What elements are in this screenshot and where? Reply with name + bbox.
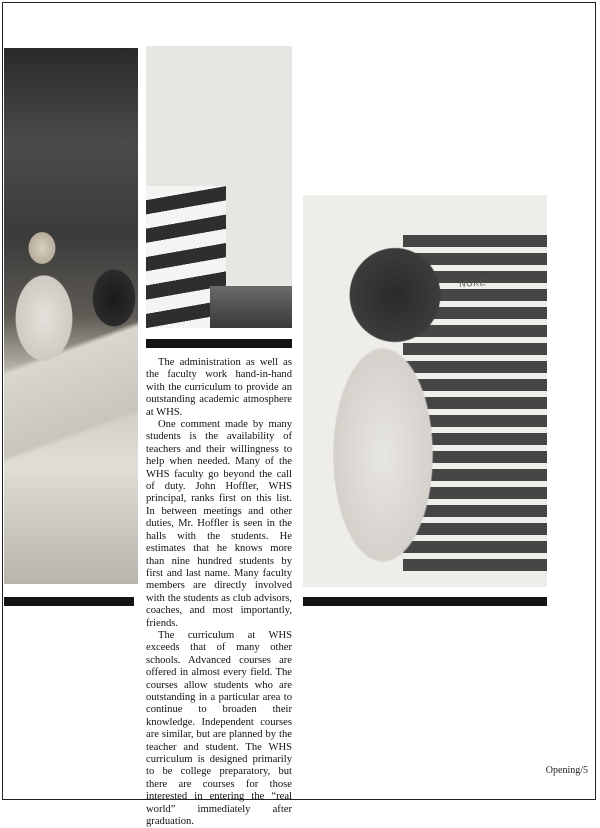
teacher-at-board-photo <box>303 195 547 587</box>
divider-bar-left <box>4 597 134 606</box>
article-paragraph-1: The administration as well as the faculty work hand-in-hand with the curriculum to provide an outstanding academic atmosphere at WHS. <box>146 357 292 418</box>
article-body <box>146 357 292 828</box>
divider-bar-middle <box>146 339 292 348</box>
board-label: NUKE <box>458 277 487 289</box>
student-portrait-photo <box>146 46 292 328</box>
classroom-photo <box>4 48 138 584</box>
divider-bar-right <box>303 597 547 606</box>
page-folio: Opening/5 <box>545 765 588 776</box>
article-paragraph-3: The curriculum at WHS exceeds that of many other schools. Advanced courses are offered in almost every field. The courses allow students who are outstanding in a particular area to continue to broaden their knowledge. Independent courses are similar, but are planned by the teacher and student. The WHS curriculum is designed primarily to be college preparatory, but there are courses for those interested in entering the “real world” immediately after graduation. <box>146 629 292 828</box>
article-paragraph-2: One comment made by many students is the availability of teachers and their willingness to help when needed. Many of the WHS faculty go beyond the call of duty. John Hoffler, WHS principal, ranks first on this list. In between meetings and other duties, Mr. Hoffler is seen in the halls with the students. He estimates that he knows more than nine hundred students by first and last name. Many faculty members are directly involved with the students as club advisors, coaches, and most importantly, friends. <box>146 419 292 629</box>
